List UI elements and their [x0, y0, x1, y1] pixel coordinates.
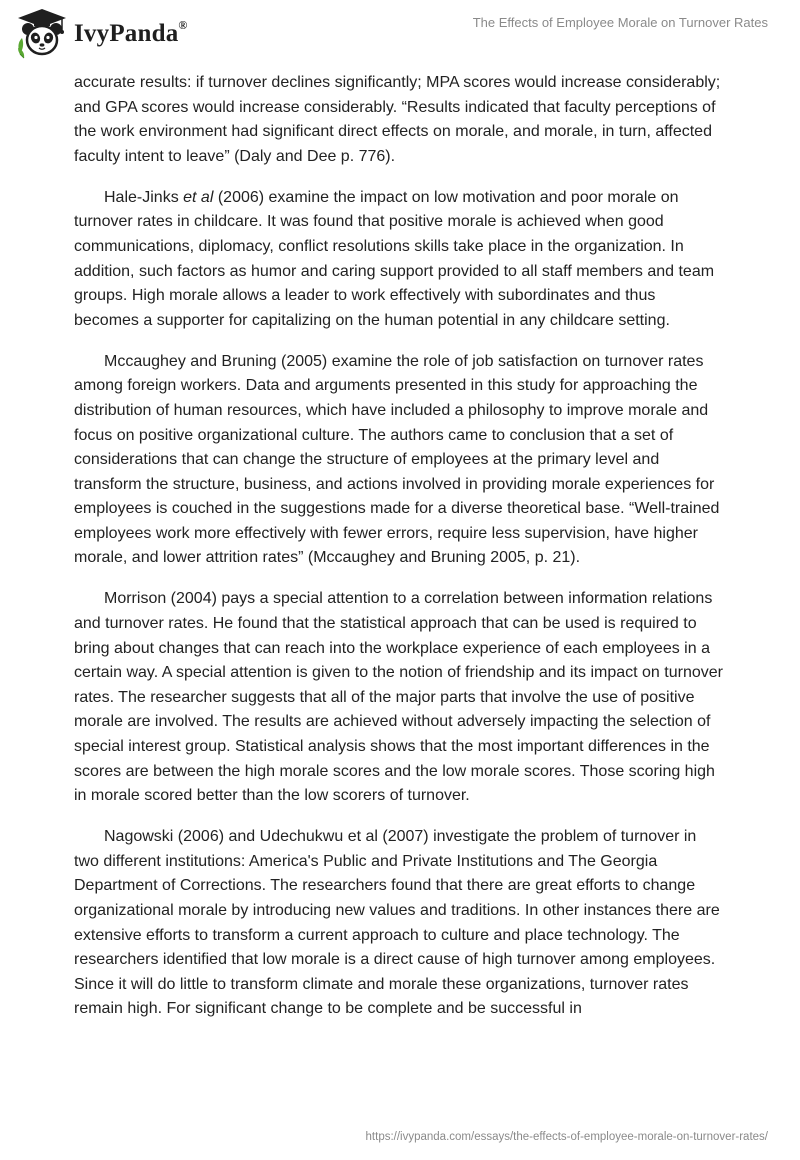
panda-graduate-icon — [14, 6, 70, 62]
paragraph-2-emphasis: et al — [183, 188, 214, 206]
paragraph-2 — [74, 186, 724, 334]
paragraph-1: accurate results: if turnover declines significantly; MPA scores would increase considerably; and GPA scores would increase considerably. “Results indicated that faculty perceptions of the work environment had significant direct effects on morale, and morale, in turn, affected faculty intent to leave” (Daly and Dee p. 776). — [74, 74, 721, 165]
paragraph-5: Nagowski (2006) and Udechukwu et al (2007) investigate the problem of turnover in two different institutions: America's Public and Private Institutions and The Georgia Department of Corrections. The researchers found that there are great efforts to change organizational morale by introducing new values and traditions. In other instances there are extensive efforts to transform a current approach to culture and place technology. The researchers identified that low morale is a direct cause of high turnover among employees. Since it will do little to transform climate and morale these organizations, turnover rates remain high. For significant change to be complete and be successful in — [74, 828, 720, 1018]
paragraph-4: Morrison (2004) pays a special attention to a correlation between information relations and turnover rates. He found that the statistical approach that can be used is required to bring about changes that can reach into the workplace experience of each employees in a certain way. A special attention is given to the notion of friendship and its impact on turnover rates. The researcher suggests that all of the major parts that involve the use of positive morale are involved. The results are achieved without adversely impacting the selection of special interest group. Statistical analysis shows that the most important differences in the scores are between the high morale scores and the low morale scores. Those scoring high in morale scored better than the low scorers of turnover. — [74, 590, 723, 805]
paragraph-2-lead: Hale-Jinks — [104, 188, 184, 206]
paragraph-2-rest: (2006) examine the impact on low motivation and poor morale on turnover rates in childcare. It was found that positive morale is achieved when good communications, diplomacy, conflict resolutions skills take place in the organization. In addition, such factors as humor and caring support provided to all staff members and team groups. High morale allows a leader to work effectively with subordinates and thus becomes a supporter for capitalizing on the human potential in any childcare setting. — [74, 188, 715, 329]
paragraph-3: Mccaughey and Bruning (2005) examine the role of job satisfaction on turnover rates among foreign workers. Data and arguments presented in this study for approaching the distribution of human resources, which have included a philosophy to improve morale and focus on positive organizational culture. The authors came to conclusion that a set of considerations that can change the structure of employees at the primary level and transform the structure, business, and actions involved in providing morale experiences for employees is couched in the suggestions made for a diverse theoretical base. “Well-trained employees work more effectively with fewer errors, require less supervision, have higher morale, and lower attrition rates” (Mccaughey and Bruning 2005, p. 21). — [74, 352, 720, 567]
source-url-link[interactable]: https://ivypanda.com/essays/the-effects-of-employee-morale-on-turnover-rates/ — [365, 1131, 768, 1143]
page-header — [0, 0, 800, 70]
brand-name: IvyPanda® — [74, 18, 188, 47]
ivypanda-logo[interactable] — [14, 6, 188, 62]
document-title: The Effects of Employee Morale on Turnover Rates — [472, 15, 768, 30]
essay-body — [74, 71, 724, 1038]
registered-mark: ® — [178, 18, 188, 32]
